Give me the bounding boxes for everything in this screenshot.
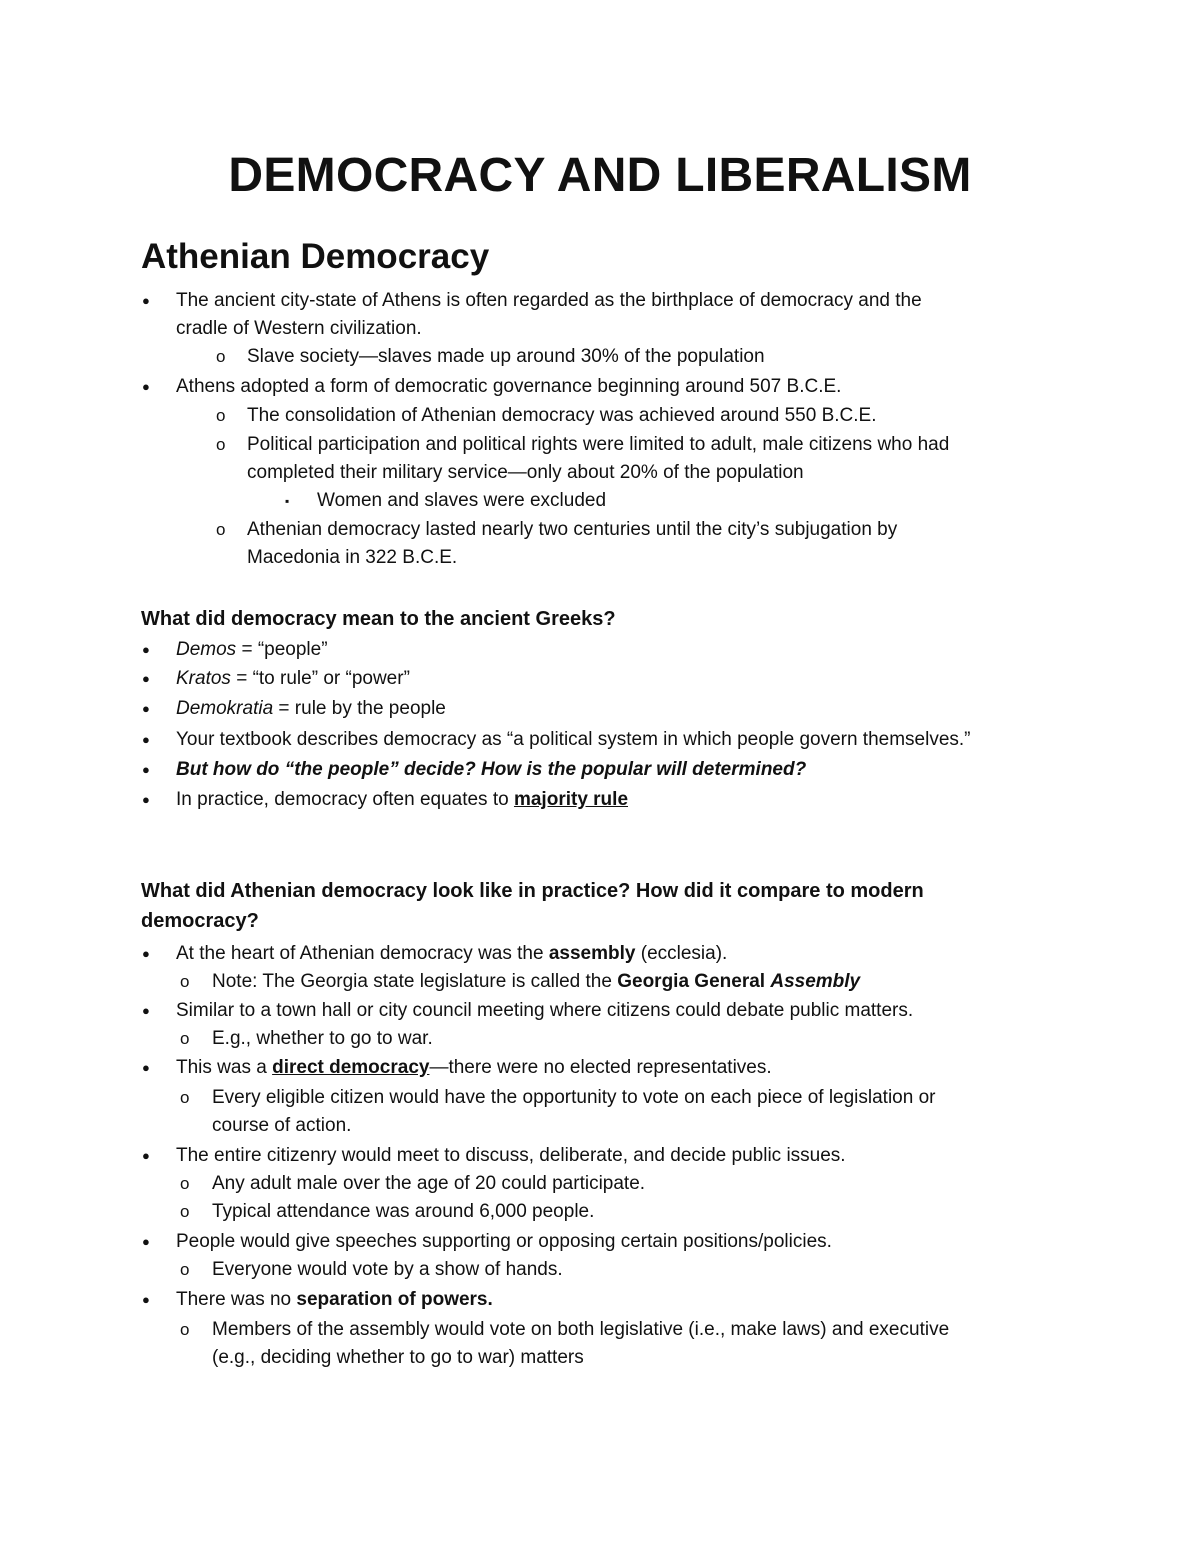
term-direct-democracy: direct democracy <box>272 1057 430 1078</box>
sub-list-item: Note: The Georgia state legislature is called the Georgia General Assembly <box>212 971 861 992</box>
list-item-question: But how do “the people” decide? How is the popular will determined? <box>176 759 807 780</box>
sub-bullet-icon: o <box>216 406 226 425</box>
subheading-athenian-practice: What did Athenian democracy look like in practice? How did it compare to modern democracy? <box>141 880 924 932</box>
sub-bullet-icon: o <box>216 347 226 366</box>
bullet-icon: ● <box>142 379 150 394</box>
bullet-icon: ● <box>142 1148 150 1163</box>
sub-list-item-continuation: completed their military service—only about 20% of the population <box>247 462 804 483</box>
sub-bullet-icon: o <box>216 435 226 454</box>
term-separation-of-powers: separation of powers <box>296 1289 488 1310</box>
square-bullet-icon: ▪ <box>285 494 290 508</box>
list-item: Kratos = “to rule” or “power” <box>176 668 410 689</box>
list-item: Demokratia = rule by the people <box>176 698 446 719</box>
bullet-icon: ● <box>142 1003 150 1018</box>
sub-bullet-icon: o <box>180 1174 190 1193</box>
term-assembly: assembly <box>548 943 636 964</box>
sub-list-item: Slave society—slaves made up around 30% of the population <box>247 346 765 367</box>
subheading-greek-meaning: What did democracy mean to the ancient Greeks? <box>141 608 616 630</box>
document-title: DEMOCRACY AND LIBERALISM <box>228 149 972 202</box>
list-item: Demos = “people” <box>176 639 328 660</box>
sub-bullet-icon: o <box>180 1260 190 1279</box>
sub-bullet-icon: o <box>180 1202 190 1221</box>
sub-sub-list-item: Women and slaves were excluded <box>317 490 607 511</box>
list-item: In practice, democracy often equates to majority rule <box>176 789 629 810</box>
bullet-icon: ● <box>142 1292 150 1307</box>
list-item: The ancient city-state of Athens is often regarded as the birthplace of democracy and the <box>176 290 922 311</box>
sub-list-item: Members of the assembly would vote on both legislative (i.e., make laws) and executive <box>212 1319 950 1340</box>
term-kratos: Kratos <box>176 668 231 689</box>
list-item: Your textbook describes democracy as “a political system in which people govern themselves.” <box>176 729 971 750</box>
sub-list-item: The consolidation of Athenian democracy was achieved around 550 B.C.E. <box>247 405 877 426</box>
list-item: There was no separation of powers. <box>176 1289 493 1310</box>
sub-bullet-icon: o <box>180 1088 190 1107</box>
bullet-icon: ● <box>142 293 150 308</box>
list-item: Athens adopted a form of democratic governance beginning around 507 B.C.E. <box>176 376 842 397</box>
list-item: The entire citizenry would meet to discuss, deliberate, and decide public issues. <box>176 1145 846 1166</box>
bullet-icon: ● <box>142 671 150 686</box>
bullet-icon: ● <box>142 1234 150 1249</box>
term-demos: Demos <box>176 639 237 660</box>
sub-list-item: Political participation and political rights were limited to adult, male citizens who had <box>247 434 950 455</box>
bullet-icon: ● <box>142 701 150 716</box>
sub-list-item-continuation: Macedonia in 322 B.C.E. <box>247 547 458 568</box>
sub-list-item-continuation: course of action. <box>212 1115 352 1136</box>
list-item-continuation: cradle of Western civilization. <box>176 318 422 339</box>
sub-bullet-icon: o <box>180 1029 190 1048</box>
sub-bullet-icon: o <box>216 520 226 539</box>
term-majority-rule: majority rule <box>513 789 629 810</box>
section-title: Athenian Democracy <box>141 237 490 276</box>
bullet-icon: ● <box>142 792 150 807</box>
sub-list-item: Every eligible citizen would have the opportunity to vote on each piece of legislation or <box>212 1087 936 1108</box>
bullet-icon: ● <box>142 1060 150 1075</box>
bullet-icon: ● <box>142 732 150 747</box>
bullet-icon: ● <box>142 946 150 961</box>
list-item: This was a direct democracy—there were no elected representatives. <box>176 1057 772 1078</box>
sub-list-item: E.g., whether to go to war. <box>212 1028 433 1049</box>
bullet-icon: ● <box>142 642 150 657</box>
sub-list-item: Athenian democracy lasted nearly two centuries until the city’s subjugation by <box>247 519 898 540</box>
bullet-icon: ● <box>142 762 150 777</box>
sub-bullet-icon: o <box>180 1320 190 1339</box>
term-demokratia: Demokratia <box>176 698 274 719</box>
list-item: People would give speeches supporting or opposing certain positions/policies. <box>176 1231 832 1252</box>
sub-bullet-icon: o <box>180 972 190 991</box>
sub-list-item-continuation: (e.g., deciding whether to go to war) matters <box>212 1347 584 1368</box>
sub-list-item: Everyone would vote by a show of hands. <box>212 1259 563 1280</box>
sub-list-item: Typical attendance was around 6,000 people. <box>212 1201 595 1222</box>
list-item: At the heart of Athenian democracy was the assembly (ecclesia). <box>176 943 728 964</box>
list-item: Similar to a town hall or city council meeting where citizens could debate public matters. <box>176 1000 914 1021</box>
sub-list-item: Any adult male over the age of 20 could participate. <box>212 1173 646 1194</box>
